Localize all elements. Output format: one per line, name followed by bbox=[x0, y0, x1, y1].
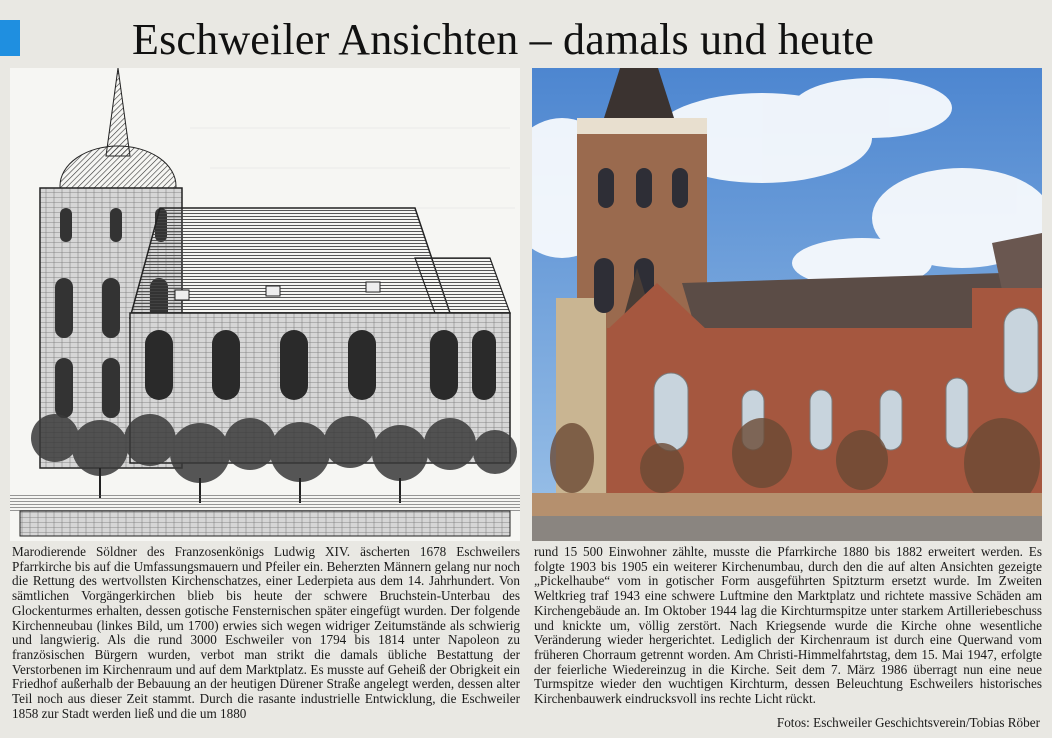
accent-bar bbox=[0, 20, 20, 56]
historic-church-drawing-icon bbox=[10, 68, 520, 541]
article-column-right: rund 15 500 Einwohner zählte, musste die Pfarrkirche 1880 bis 1882 erweitert werden. Es folgte 1903 bis 1905 ein weiterer Kirchenumbau, durch den die auf alten Ansichten gezeigte „Pickelhaube“ vom in gotischer Form ausgeführten Spitzturm ersetzt wurde. Im Zweiten Weltkrieg traf 1943 eine schwere Luftmine den Marktplatz und richtete massive Schäden am Kirchengebäude an. Im Oktober 1944 lag die Kirchturmspitze unter starkem Artilleriebeschuss und knickte um, völlig zerstört. Nach Kriegsende wurde die Kirche ohne wesentliche Veränderung wieder hergerichtet. Lediglich der Kirchenraum ist durch eine Querwand vom früheren Chorraum getrennt worden. Am Christi-Himmelfahrtstag, dem 15. Mai 1947, erfolgte der feierliche Wiedereinzug in die Kirche. Seit dem 7. März 1986 überragt nun eine neue Turmspitze wieder den wuchtigen Kirchturm, dessen Beleuchtung Eschweilers historisches Kirchenbauwerk eindrucksvoll ins rechte Licht rückt. bbox=[534, 545, 1042, 707]
church-photo-icon bbox=[532, 68, 1042, 541]
photo-credit: Fotos: Eschweiler Geschichtsverein/Tobias Röber bbox=[776, 715, 1040, 730]
page-title: Eschweiler Ansichten – damals und heute bbox=[132, 15, 875, 64]
article-column-left: Marodierende Söldner des Franzosenkönigs Ludwig XIV. äscherten 1678 Eschweilers Pfarrkirche bis auf die Umfassungsmauern und Pfeiler ein. Beherzten Männern gelang nur noch die Rettung des wertvollsten Kirchenschatzes, einer Lederpieta aus dem 14. Jahrhundert. Von sämtlichen Vorgängerkirchen blieb bis heute der schwere Bruchstein-Unterbau des Glockenturmes erhalten, dessen gotische Fensternischen später eingefügt wurden. Der folgende Kirchenneubau (linkes Bild, um 1700) erwies sich wegen widriger Zeitumstände als schwierig und langwierig. Als die rund 3000 Eschweiler von 1794 bis 1814 unter Napoleon zu französischen Bürgern wurden, verbot man strikt die damals übliche Bestattung der Verstorbenen im Kirchenraum und auf dem Marktplatz. Es musste auf Geheiß der Obrigkeit ein Friedhof außerhalb der Bebauung an der heutigen Dürener Straße angelegt werden, dessen alter Teil noch aus dieser Zeit stammt. Durch die rasante industrielle Entwicklung, die Eschweiler 1858 zur Stadt werden ließ und die um 1880 bbox=[12, 545, 520, 721]
